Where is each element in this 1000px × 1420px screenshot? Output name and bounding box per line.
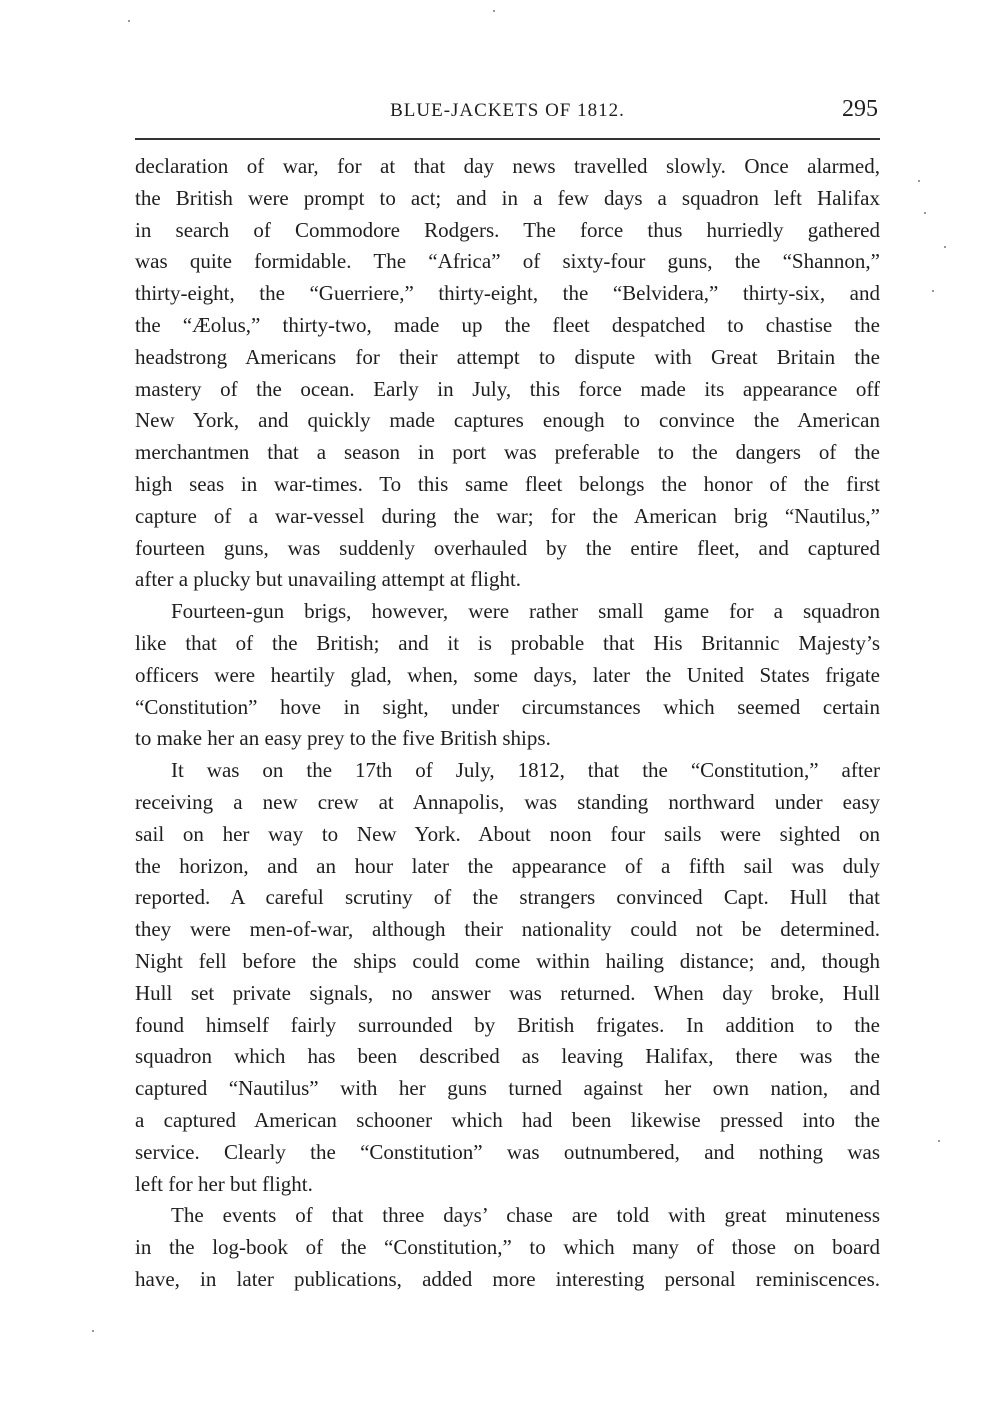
text-line: “Constitution” hove in sight, under circumstances which seemed certain	[135, 694, 880, 719]
text-line: New York, and quickly made captures enough to convince the American	[135, 408, 880, 433]
header-rule	[135, 138, 880, 140]
text-line: in the log-book of the “Constitution,” to which many of those on board	[135, 1235, 880, 1260]
text-line: was quite formidable. The “Africa” of sixty-four guns, the “Shannon,”	[135, 249, 880, 274]
scan-speck	[938, 1140, 940, 1142]
text-line: The events of that three days’ chase are told with great minuteness	[171, 1203, 880, 1228]
text-line: mastery of the ocean. Early in July, this force made its appearance off	[135, 376, 880, 401]
text-line: in search of Commodore Rodgers. The force thus hurriedly gathered	[135, 217, 880, 242]
paragraph-1	[135, 151, 880, 596]
scan-speck	[932, 290, 934, 292]
scan-speck	[924, 212, 926, 214]
body-text	[135, 151, 880, 1296]
text-line: officers were heartily glad, when, some days, later the United States frigate	[135, 662, 880, 687]
text-line: like that of the British; and it is probable that His Britannic Majesty’s	[135, 630, 880, 655]
text-line: headstrong Americans for their attempt to dispute with Great Britain the	[135, 344, 880, 369]
paragraph-2	[135, 596, 880, 755]
scan-speck	[944, 246, 946, 248]
text-line: found himself fairly surrounded by British frigates. In addition to the	[135, 1012, 880, 1037]
text-line: have, in later publications, added more interesting personal reminiscences.	[135, 1266, 880, 1291]
running-head	[135, 96, 880, 126]
text-line: the horizon, and an hour later the appearance of a fifth sail was duly	[135, 853, 880, 878]
text-line: declaration of war, for at that day news travelled slowly. Once alarmed,	[135, 154, 880, 178]
text-line: captured “Nautilus” with her guns turned against her own nation, and	[135, 1076, 880, 1101]
paragraph-3	[135, 755, 880, 1200]
text-line: receiving a new crew at Annapolis, was standing northward under easy	[135, 789, 880, 814]
text-line: It was on the 17th of July, 1812, that the “Constitution,” after	[171, 758, 880, 783]
text-line: Fourteen-gun brigs, however, were rather small game for a squadron	[171, 599, 880, 624]
text-line: squadron which has been described as leaving Halifax, there was the	[135, 1044, 880, 1069]
text-line: the British were prompt to act; and in a few days a squadron left Halifax	[135, 185, 880, 210]
text-line: merchantmen that a season in port was preferable to the dangers of the	[135, 440, 880, 465]
text-line: Night fell before the ships could come within hailing distance; and, though	[135, 948, 880, 973]
text-line: the “Æolus,” thirty-two, made up the fleet despatched to chastise the	[135, 312, 880, 337]
text-line: they were men-of-war, although their nationality could not be determined.	[135, 917, 880, 942]
text-line: sail on her way to New York. About noon four sails were sighted on	[135, 821, 880, 846]
text-line: capture of a war-vessel during the war; for the American brig “Nautilus,”	[135, 503, 880, 528]
scan-speck	[493, 10, 495, 12]
running-title: BLUE-JACKETS OF 1812.	[390, 100, 625, 121]
text-line: fourteen guns, was suddenly overhauled by the entire fleet, and captured	[135, 535, 880, 560]
text-line: Hull set private signals, no answer was returned. When day broke, Hull	[135, 980, 880, 1005]
page-number: 295	[842, 96, 878, 122]
text-line: left for her but flight.	[135, 1171, 313, 1196]
text-line: to make her an easy prey to the five British ships.	[135, 726, 551, 751]
scan-speck	[128, 20, 130, 22]
scan-speck	[92, 1330, 94, 1332]
scan-speck	[918, 180, 920, 182]
text-line: service. Clearly the “Constitution” was outnumbered, and nothing was	[135, 1139, 880, 1164]
text-line: a captured American schooner which had been likewise pressed into the	[135, 1107, 880, 1132]
text-line: thirty-eight, the “Guerriere,” thirty-eight, the “Belvidera,” thirty-six, and	[135, 281, 880, 306]
text-line: reported. A careful scrutiny of the strangers convinced Capt. Hull that	[135, 885, 880, 910]
text-line: after a plucky but unavailing attempt at flight.	[135, 567, 522, 592]
paragraph-4	[135, 1200, 880, 1295]
text-line: high seas in war-times. To this same fleet belongs the honor of the first	[135, 471, 880, 496]
